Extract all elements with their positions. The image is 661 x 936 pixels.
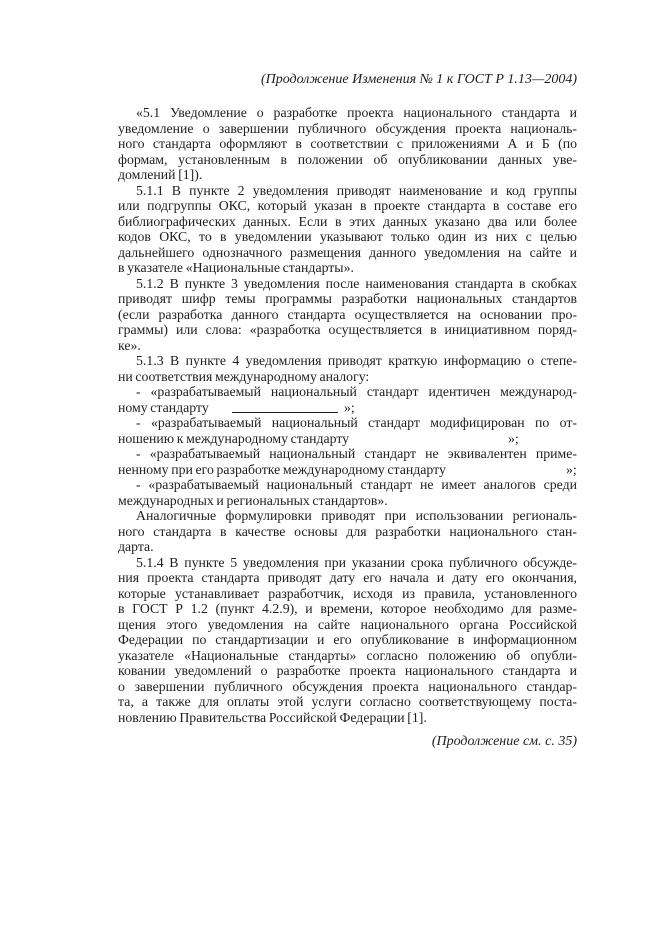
text-line-with-blank bbox=[118, 462, 577, 478]
text-line: ного стандарта оформляют в соответствии с приложениями А и Б (по bbox=[118, 136, 577, 151]
text-line: «5.1 Уведомление о разработке проекта национального стандарта и bbox=[136, 105, 577, 120]
text-line: международных и региональных стандартов». bbox=[118, 492, 388, 508]
text-line: щения этого уведомления на сайте национального органа Российской bbox=[118, 616, 577, 632]
text-line: та, а также для оплаты этой услуги согласно соответствующему поста- bbox=[118, 694, 577, 709]
text-line: о завершении публичного обсуждения проекта национального стандар- bbox=[118, 678, 577, 694]
list-item-identical bbox=[118, 384, 577, 415]
text-line: домлений [1]). bbox=[118, 167, 203, 182]
text-line: 5.1.4 В пункте 5 уведомления при указании срока публичного обсужде- bbox=[136, 554, 577, 570]
text-line: (если разработка данного стандарта осуществляется на основании про- bbox=[118, 306, 577, 322]
continuation-note: (Продолжение см. с. 35) bbox=[431, 734, 577, 749]
text-line-with-blank bbox=[118, 431, 577, 447]
text-line: формам, установленным в положении об опубликовании данных уве- bbox=[118, 151, 577, 167]
text-line: ного стандарта в качестве основы для разработки национального стан- bbox=[118, 523, 577, 539]
text-line: 5.1.2 В пункте 3 уведомления после наименования стандарта в скобках bbox=[136, 275, 577, 291]
text-line: или подгруппы ОКС, который указан в проекте стандарта в составе его bbox=[118, 198, 577, 213]
tail-text: ношению к международному стандарту bbox=[118, 430, 350, 446]
paragraph-5-1-3 bbox=[118, 353, 577, 384]
text-line: библиографических данных. Если в этих данных указано два или более bbox=[118, 213, 577, 229]
tail-end: »; bbox=[566, 461, 577, 477]
tail-text: ному стандарту bbox=[118, 399, 209, 415]
blank-field-line bbox=[232, 400, 338, 413]
text-line: кодов ОКС, то в уведомлении указывают только один из них с целью bbox=[118, 229, 577, 244]
text-line: 5.1.3 В пункте 4 уведомления приводят краткую информацию о степе- bbox=[136, 353, 577, 368]
text-line: ке». bbox=[118, 337, 141, 353]
list-item-no-analogues bbox=[118, 477, 577, 508]
list-item-non-equivalent bbox=[118, 446, 577, 477]
text-line: дальнейшего однозначного размещения данного уведомления на сайте и bbox=[118, 244, 577, 260]
running-header: (Продолжение Изменения № 1 к ГОСТ Р 1.13—2004) bbox=[260, 72, 577, 87]
text-line: в ГОСТ Р 1.2 (пункт 4.2.9), и времени, которое необходимо для разме- bbox=[118, 601, 577, 616]
text-line: в указателе «Национальные стандарты». bbox=[118, 260, 354, 275]
text-line: - «разрабатываемый национальный стандарт модифицирован по от- bbox=[136, 415, 577, 430]
tail-text: ненному при его разработке международному стандарту bbox=[118, 461, 446, 477]
text-line: Федерации по стандартизации и его опубликование в информационном bbox=[118, 632, 577, 647]
list-item-modified bbox=[118, 415, 577, 446]
text-line: - «разрабатываемый национальный стандарт идентичен международ- bbox=[136, 384, 577, 399]
text-line: - «разрабатываемый национальный стандарт не имеет аналогов среди bbox=[136, 477, 577, 492]
text-line: которые устанавливает разработчик, исходя из правила, установленного bbox=[118, 585, 577, 601]
paragraph-5-1 bbox=[118, 105, 577, 183]
text-line: 5.1.1 В пункте 2 уведомления приводят наименование и код группы bbox=[136, 182, 577, 198]
text-line-with-blank bbox=[118, 400, 577, 416]
text-line: указателе «Национальные стандарты» согласно положению об опубли- bbox=[118, 647, 577, 663]
text-line: Аналогичные формулировки приводят при использовании региональ- bbox=[136, 508, 577, 523]
text-line: ни соответствия международному аналогу: bbox=[118, 368, 370, 384]
paragraph-5-1-4 bbox=[118, 555, 577, 726]
text-line: приводят шифр темы программы разработки национальных стандартов bbox=[118, 291, 577, 306]
paragraph-5-1-2 bbox=[118, 276, 577, 354]
text-line: ния проекта стандарта приводят дату его начала и дату его окончания, bbox=[118, 570, 577, 585]
tail-end: »; bbox=[344, 399, 355, 415]
tail-end: »; bbox=[508, 430, 519, 446]
text-line: ковании уведомлений о разработке проекта национального стандарта и bbox=[118, 663, 577, 678]
text-line: уведомление о завершении публичного обсуждения проекта националь- bbox=[118, 120, 577, 136]
text-line: новлению Правительства Российской Федерации [1]. bbox=[118, 709, 427, 725]
text-line: - «разрабатываемый национальный стандарт не эквивалентен приме- bbox=[136, 446, 577, 461]
text-line: дарта. bbox=[118, 539, 154, 554]
paragraph-5-1-1 bbox=[118, 183, 577, 276]
text-line: граммы) или слова: «разработка осуществляется в инициативном поряд- bbox=[118, 322, 577, 337]
paragraph-similar-wording bbox=[118, 508, 577, 555]
document-body bbox=[118, 105, 577, 725]
